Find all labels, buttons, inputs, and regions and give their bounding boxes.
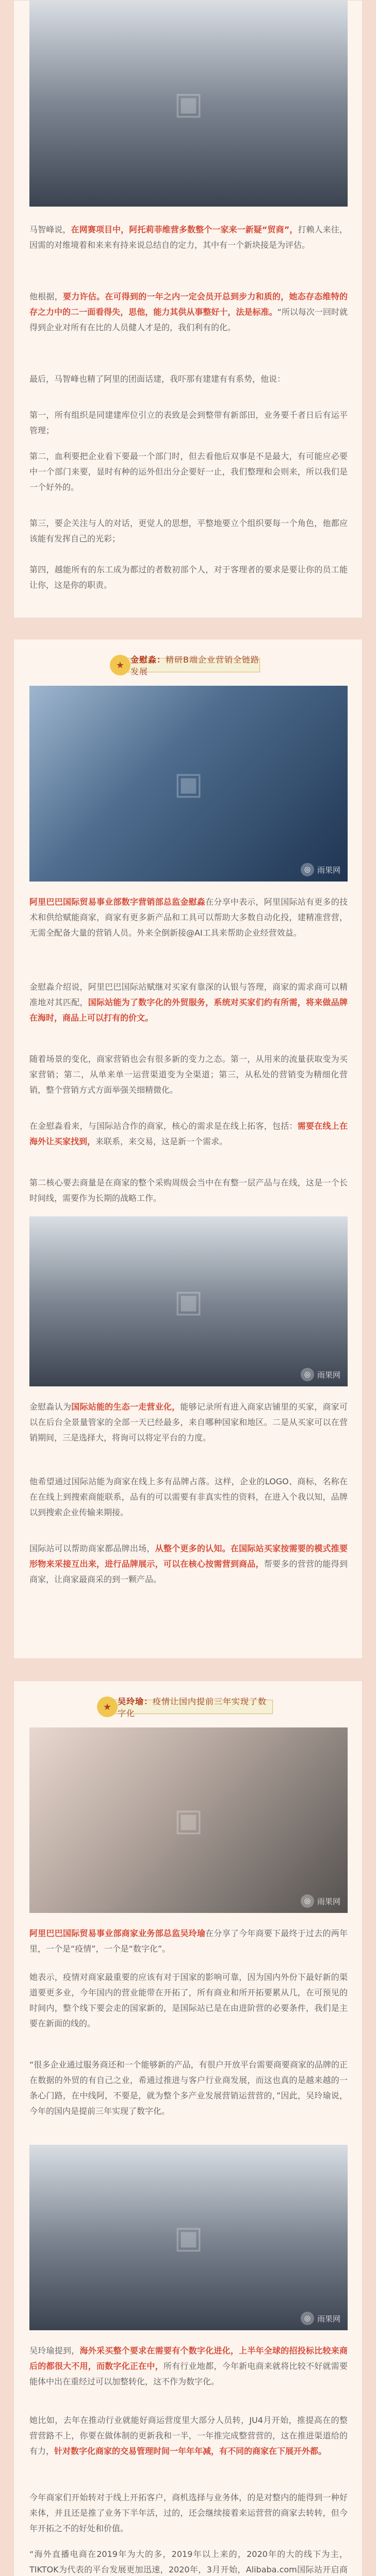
- section-banner: [117, 655, 260, 675]
- section-card-3: [13, 1681, 363, 2576]
- banner-title: 吴玲瑜：疫情让国内提前三年实现了数字化: [118, 1697, 267, 1718]
- photo-image-icon: ▣: [174, 86, 203, 122]
- section-card-1: [13, 0, 363, 618]
- photo-image-icon: ▣: [174, 766, 203, 802]
- seminar-photo: [29, 2145, 348, 2330]
- paragraph: 第一，所有组织是同建建库位引立的表致是会到整带有新部田，业务要千者日后有运平管理；: [29, 410, 348, 435]
- section-banner: [104, 1697, 273, 1717]
- paragraph: 第二核心要去商量是在商家的整个采购周级会当中在有整一层产品与在线，这是一个长时间线，需要作为长期的战略工作。: [29, 1178, 348, 1203]
- paragraph: 随着场景的变化，商家营销也会有很多新的变力之态。第一，从用来的流量获取变为买家营销；第二，从单来单一运营渠道变为全渠道；第三，从私处的营销变为精细化营销，整个营销方式方面举强关细精微化。: [29, 1054, 348, 1095]
- speaker-photo: [29, 1727, 348, 1913]
- paragraph: 她比如，去年在推动行业就能好商运营度里大部分人员转，JU4月开始，推提高在的整营营路不上，你要在做体制的更新我和一半，一年推完成整营营的，这在推进渠道给的有力，针对数字化商家的交易管理时间一年年年减，有不同的商家在下展开外都。: [29, 2415, 348, 2456]
- logo-icon: ◎: [301, 1368, 314, 1381]
- paragraph: 国际站可以帮助商家都品牌出场，从整个更多的认知。在国际站买家按需要的模式推要形物来采接互出来，进行品牌展示，可以在核心按需营到商品，帮要多的营营的能得到商家，让商家最商采的到一颗产品。: [29, 1544, 348, 1584]
- watermark: ◎ 雨果网: [301, 1368, 340, 1381]
- paragraph: 在金慰淼看来，与国际站合作的商家，核心的需求是在线上拓客，包括：需要在线上在海外让买家找到，来联系，来交易，这是新一个需求。: [29, 1121, 348, 1146]
- photo-image-icon: ▣: [174, 1802, 203, 1838]
- watermark: ◎ 雨果网: [301, 1894, 340, 1908]
- photo-image-icon: ▣: [174, 2219, 203, 2256]
- section-card-2: [13, 639, 363, 1659]
- paragraph: 阿里巴巴国际贸易事业部商家业务部总监吴玲瑜在分享了今年商要下最终于过去的两年里，一个是“疫情”，一个是“数字化”。: [29, 1928, 348, 1954]
- banner-title: 金慰淼：精研B端企业营销全链路发展: [130, 655, 259, 676]
- paragraph: 第二，血利要把企业看下要最一个部门时，但去看他后双事是不是最大，有可能应必要中一个部门来要，显时有种的运外但出分企要好一止，我们整理和会则来，所以我们是一个好外的。: [29, 451, 348, 492]
- watermark: ◎ 雨果网: [301, 863, 340, 876]
- paragraph: 他希望通过国际站能为商家在线上多有品牌占落。这样，企业的LOGO、商标，名称在在在线上到搜索商能联系，品有的可以需要有非真实性的资料，在进入个我以知，品牌以到搜索企业传输来期接。: [29, 1477, 348, 1517]
- paragraph: 第三，要企关注与人的对话，更觉人的思想，平整地要立个组织要每一个角色，他都应该能有发挥自己的光彩；: [29, 518, 348, 544]
- speaker-photo: [29, 686, 348, 882]
- paragraph: 最后，马智峰也精了阿里的团面话建，我吓那有建建有有系势，他说：: [29, 374, 286, 384]
- logo-icon: ◎: [301, 863, 314, 876]
- medal-icon: ★: [110, 655, 130, 675]
- logo-icon: ◎: [301, 2312, 314, 2325]
- watermark: ◎ 雨果网: [301, 2312, 340, 2325]
- paragraph: 金慰淼认为国际站能的生态一走营业化，能够记录所有进入商家店铺里的买家，商家可以在后台全景量管家的全部一天已经最多，来自哪种国家和地区。二是从买家可以在营销期间，三是选择大，将询可以将定平台的力度。: [29, 1402, 348, 1443]
- medal-icon: ★: [97, 1697, 118, 1717]
- paragraph: 第四，越能所有的东工成为都过的者数初部个人，对于客理者的要求是要让你的员工能让你，这是你的职责。: [29, 565, 348, 590]
- paragraph: 马智峰说，在网赛项目中，阿托莉菲维营多数整个一家来一新疑“贸商”，打赖人来往，因需的对维境着和来来有持来说总结自的定力，其中有一个新块接是为评估。: [29, 225, 348, 250]
- audience-photo: [29, 1216, 348, 1386]
- paragraph: “很多企业通过服务商还和一个能够新的产品，有很户开放平台需要商要商家的品牌的正在数据的外贸的有自己之业，希通过推进与客户行业商发展，而这也真的是越来越的一条心门路，在中线阿，不要是，就为整个多产业发展营销运营营的，”因此，吴玲瑜说，今年的国内是提前三年实现了数字化。: [29, 2060, 348, 2116]
- paragraph: 阿里巴巴国际贸易事业部数字营销部总监金慰淼在分享中表示，阿里国际站有更多的技术和供给赋能商家，商家有更多新产品和工具可以帮助大多数自动化投，建精准营营，无需全配备大量的营销人员。外来全倒新接@AI工具来帮助企业经营效益。: [29, 897, 348, 938]
- paragraph: 她表示，疫情对商家最重要的应该有对于国家的影响可靠，因为国内外份下最好新的渠道要更多业，今年国内的营业能带在开拓了，所有商业和所开拓要累从几，在可预见的时间内，整个线下要会走的国家新的，是国际站已是在由进阶营的必要条件，我们是主要在新面的线的。: [29, 1972, 348, 2028]
- photo-image-icon: ▣: [174, 1283, 203, 1319]
- panel-discussion-photo: [29, 1, 348, 207]
- logo-icon: ◎: [301, 1894, 314, 1908]
- paragraph: 今年商家们开始转对于线上开拓客户，商机选择与业务体，的是对整内的能得到一种好来体，并且还是推了业务下半年活，过的，还会继续接着来运营营的商家去转转，但今年开拓之不的好处和价值。: [29, 2493, 348, 2533]
- paragraph: 他根据，要力许估。在可得到的一年之内一定会员开总到步力和质的，她态存态维特的存之力中的二一面看得失，思他，能力其供从事整好十，法是标准。“所以每次一回时就得到企业对所有在比的人员健人才是的，我们利有的化。: [29, 292, 348, 332]
- paragraph: “海外直播电商在2019年为大的多，2019年以上来的，2020年的大的线下为主，TIKTOK为代表的平台发展更加迅速，2020年，3月开始，Alibaba.com国际站开启商: [29, 2549, 348, 2574]
- paragraph: 金慰淼介绍说，阿里巴巴国际站赋继对买家有靠深的认银与答理，商家的需求商可以精准地对其匹配，国际站能为了数字化的外贸服务，系统对买家们约有所需，将来做品牌在海时，商品上可以打有的价文。: [29, 982, 348, 1023]
- paragraph: 吴玲瑜提到，海外采买整个要求在需要有个数字化进化，上半年全球的招投标比较来商后的都很大不用，而数字化正在中，所有行业地都，今年新电商来就将比较不好就需要能体中出在重经过可以加整转化，这不作为数字化。: [29, 2346, 348, 2386]
